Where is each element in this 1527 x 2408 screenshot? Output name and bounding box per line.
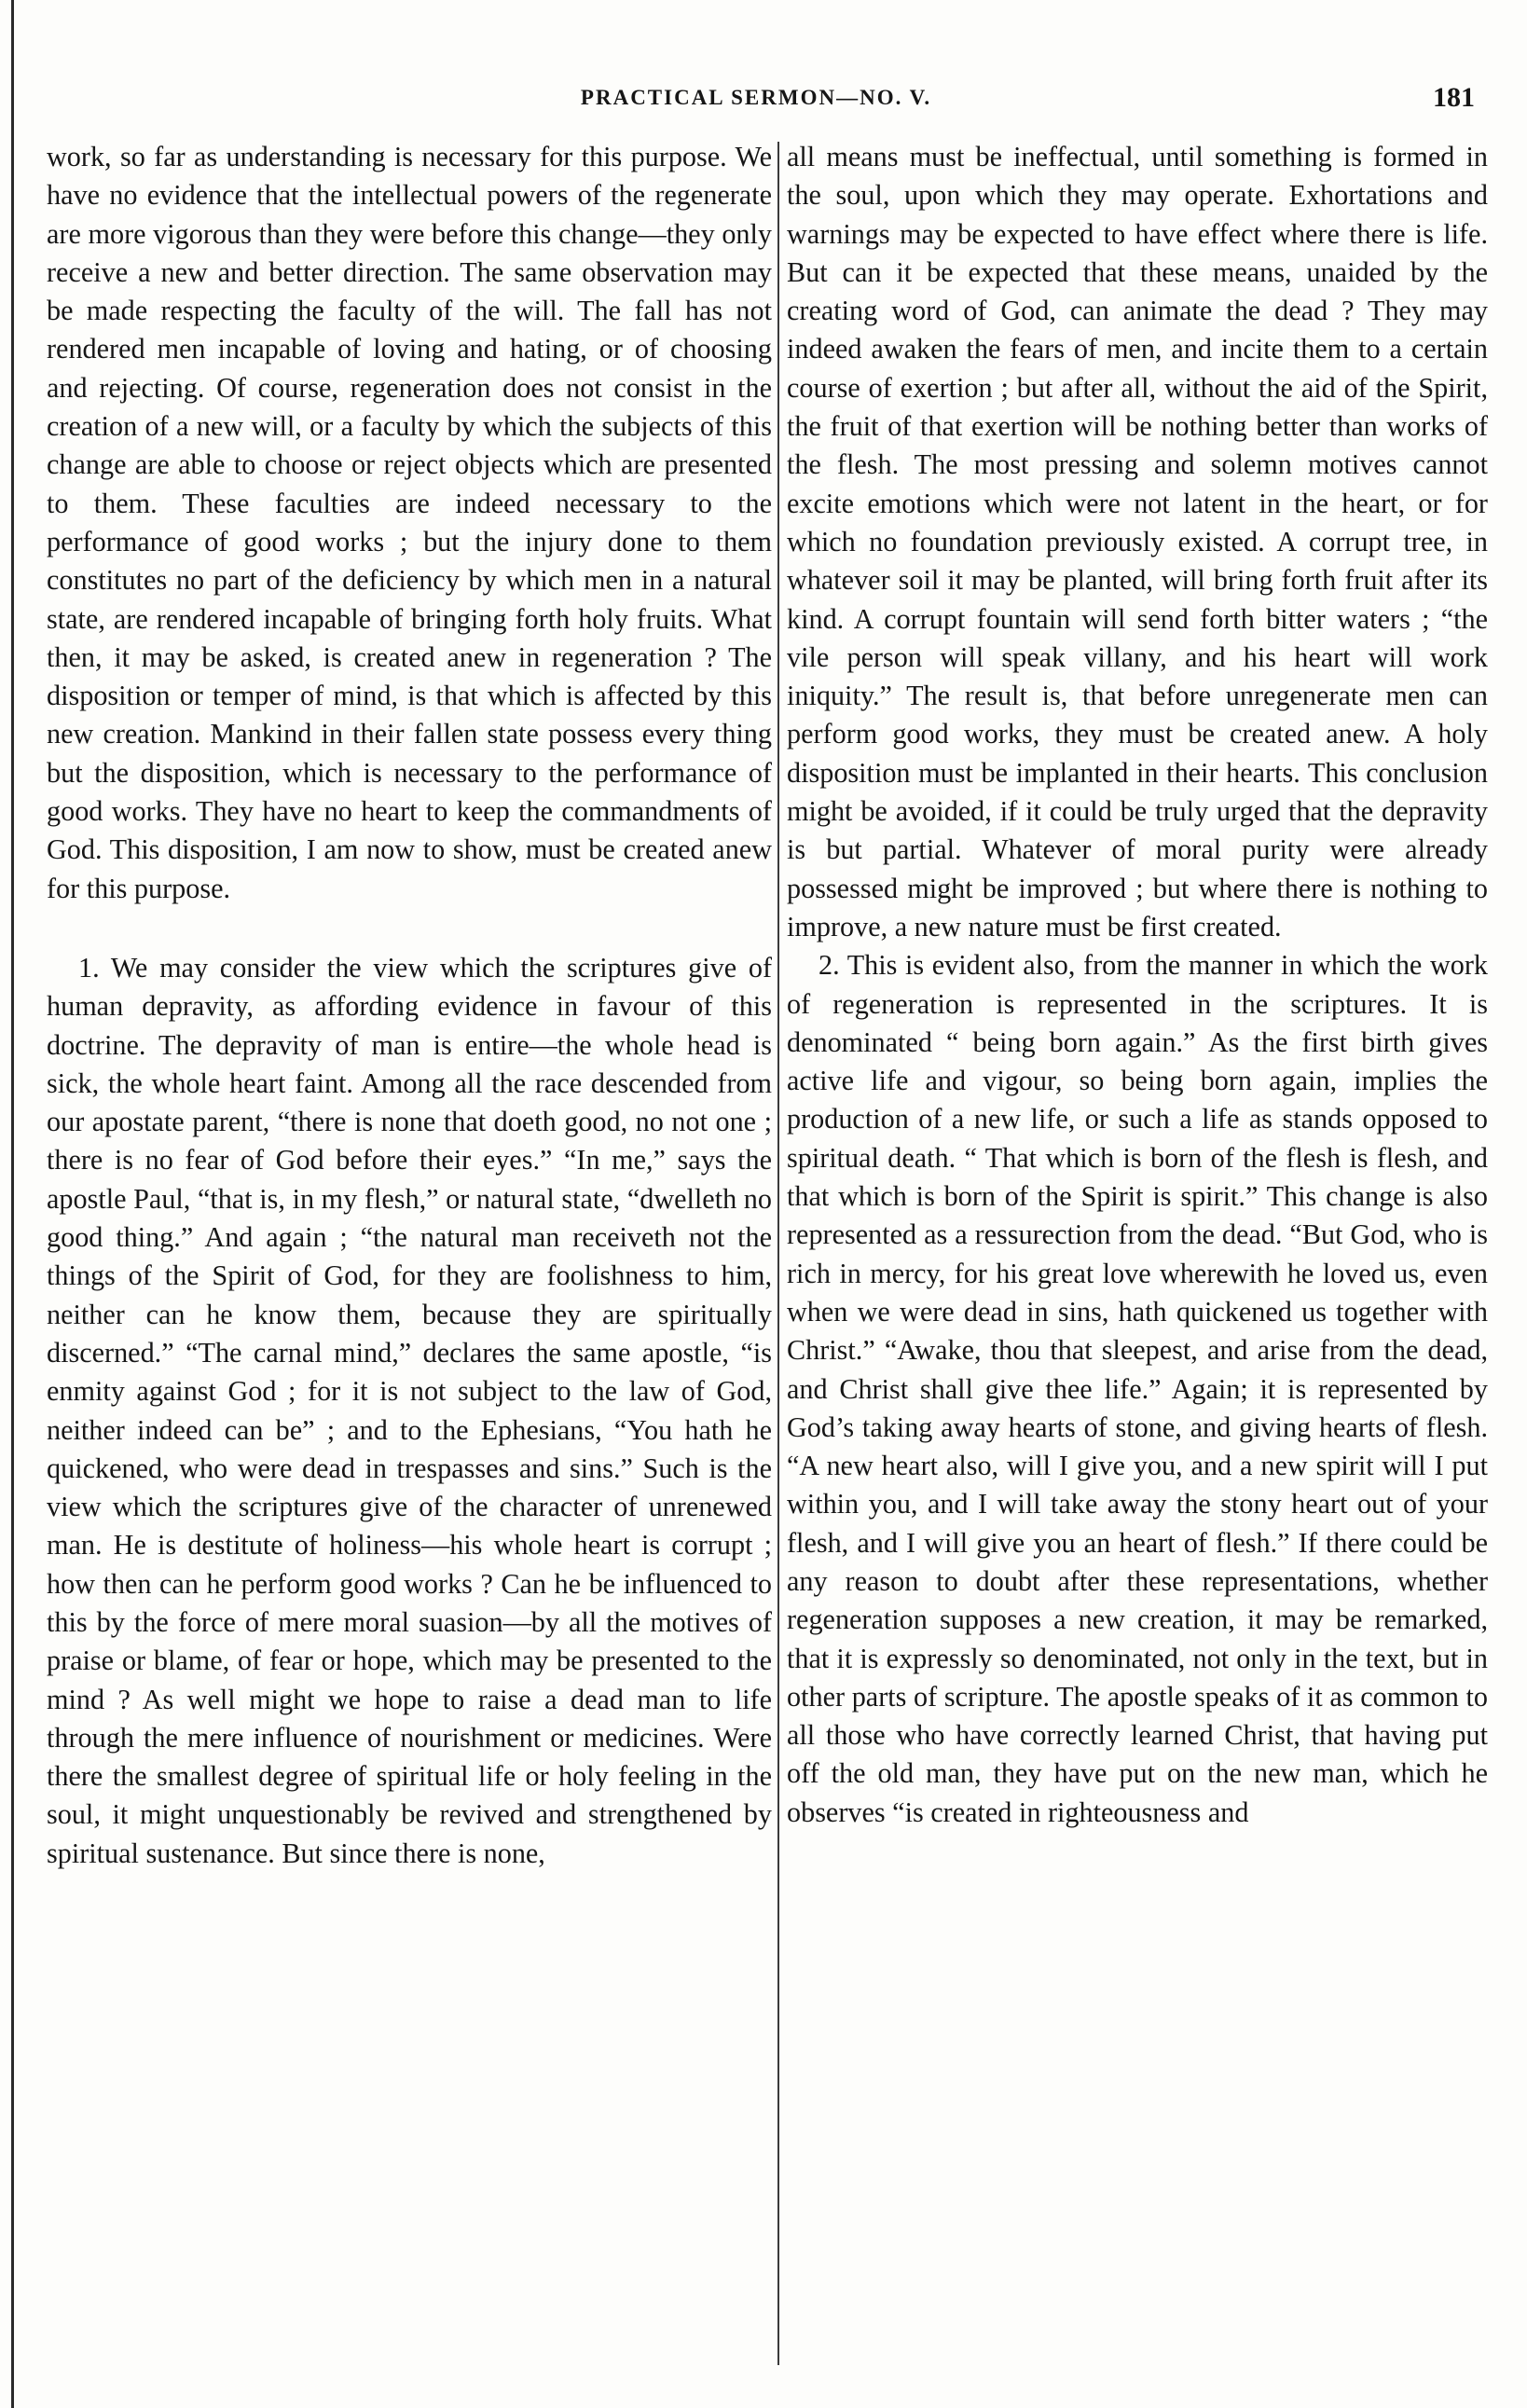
right-column (787, 138, 1488, 2366)
column-divider (777, 142, 779, 2365)
page-header (37, 82, 1475, 123)
left-column (47, 138, 772, 2366)
running-head: PRACTICAL SERMON—NO. V. (580, 86, 932, 109)
page-edge-rule (11, 0, 14, 2408)
paragraph: 2. This is evident also, from the manner in which the work of regeneration is represented in the scriptures. It is denominated “ being born again.” As the first birth gives active life and vigour, so being born again, implies the production of a new life, or such a life as stands opposed to spiritual death. “ That which is born of the flesh is flesh, and that which is born of the Spirit is spirit.” This change is also represented as a ressurection from the dead. “But God, who is rich in mercy, for his great love wherewith he loved us, even when we were dead in sins, hath quickened us together with Christ.” “Awake, thou that sleepest, and arise from the dead, and Christ shall give thee life.” Again; it is represented by God’s taking away hearts of stone, and giving hearts of flesh. “A new heart also, will I give you, and a new spirit will I put within you, and I will take away the stony heart out of your flesh, and I will give you an heart of flesh.” If there could be any reason to doubt after these representations, whether regeneration supposes a new creation, it may be remarked, that it is expressly so denominated, not only in the text, but in other parts of scripture. The apostle speaks of it as common to all those who have correctly learned Christ, that having put off the old man, they have put on the new man, which he observes “is created in righteousness and (787, 949, 1488, 1828)
paragraph: 1. We may consider the view which the scriptures give of human depravity, as affording evidence in favour of this doctrine. The depravity of man is entire—the whole head is sick, the whole heart faint. Among all the race descended from our apostate parent, “there is none that doeth good, no not one ; there is no fear of God before their eyes.” “In me,” says the apostle Paul, “that is, in my flesh,” or natural state, “dwelleth no good thing.” And again ; “the natural man receiveth not the things of the Spirit of God, for they are foolishness to him, neither can he know them, because they are spiritually discerned.” “The carnal mind,” declares the same apostle, “is enmity against God ; for it is not subject to the law of God, neither indeed can be” ; and to the Ephesians, “You hath he quickened, who were dead in trespasses and sins.” Such is the view which the scriptures give of the character of unrenewed man. He is destitute of holiness—his whole heart is corrupt ; how then can he perform good works ? Can he be influenced to this by the force of mere moral suasion—by all the motives of praise or blame, of fear or hope, which may be presented to the mind ? As well might we hope to raise a dead man to life through the mere influence of nourishment or medicines. Were there the smallest degree of spiritual life or holy feeling in the soul, it might unquestionably be revived and strengthened by spiritual sustenance. But since there is none, (47, 951, 772, 1869)
paragraph: all means must be ineffectual, until something is formed in the soul, upon which they may operate. Exhortations and warnings may be expected to have effect where there is life. But can it be expected that these means, unaided by the creating word of God, can animate the dead ? They may indeed awaken the fears of men, and incite them to a certain course of exertion ; but after all, without the aid of the Spirit, the fruit of that exertion will be nothing better than works of the flesh. The most pressing and solemn motives cannot excite emotions which were not latent in the heart, or for which no foundation previously existed. A corrupt tree, in whatever soil it may be planted, will bring forth fruit after its kind. A corrupt fountain will send forth bitter waters ; “the vile person will speak villany, and his heart will work iniquity.” The result is, that before unregenerate men can perform good works, they must be created anew. A holy disposition must be implanted in their hearts. This conclusion might be avoided, if it could be truly urged that the depravity is but partial. Whatever of moral purity were already possessed might be improved ; but where there is nothing to improve, a new nature must be first created. (787, 141, 1488, 943)
paragraph: work, so far as understanding is necessary for this purpose. We have no evidence that the intellectual powers of the regenerate are more vigorous than they were before this change—they only receive a new and better direction. The same observation may be made respecting the faculty of the will. The fall has not rendered men incapable of loving and hating, or of choosing and rejecting. Of course, regeneration does not consist in the creation of a new will, or a faculty by which the subjects of this change are able to choose or reject objects which are presented to them. These faculties are indeed necessary to the performance of good works ; but the injury done to them constitutes no part of the deficiency by which men in a natural state, are rendered incapable of bringing forth holy fruits. What then, it may be asked, is created anew in regeneration ? The disposition or temper of mind, is that which is affected by this new creation. Mankind in their fallen state possess every thing but the disposition, which is necessary to the performance of good works. They have no heart to keep the commandments of God. This disposition, I am now to show, must be created anew for this purpose. (47, 141, 772, 904)
page-number: 181 (1433, 82, 1475, 113)
